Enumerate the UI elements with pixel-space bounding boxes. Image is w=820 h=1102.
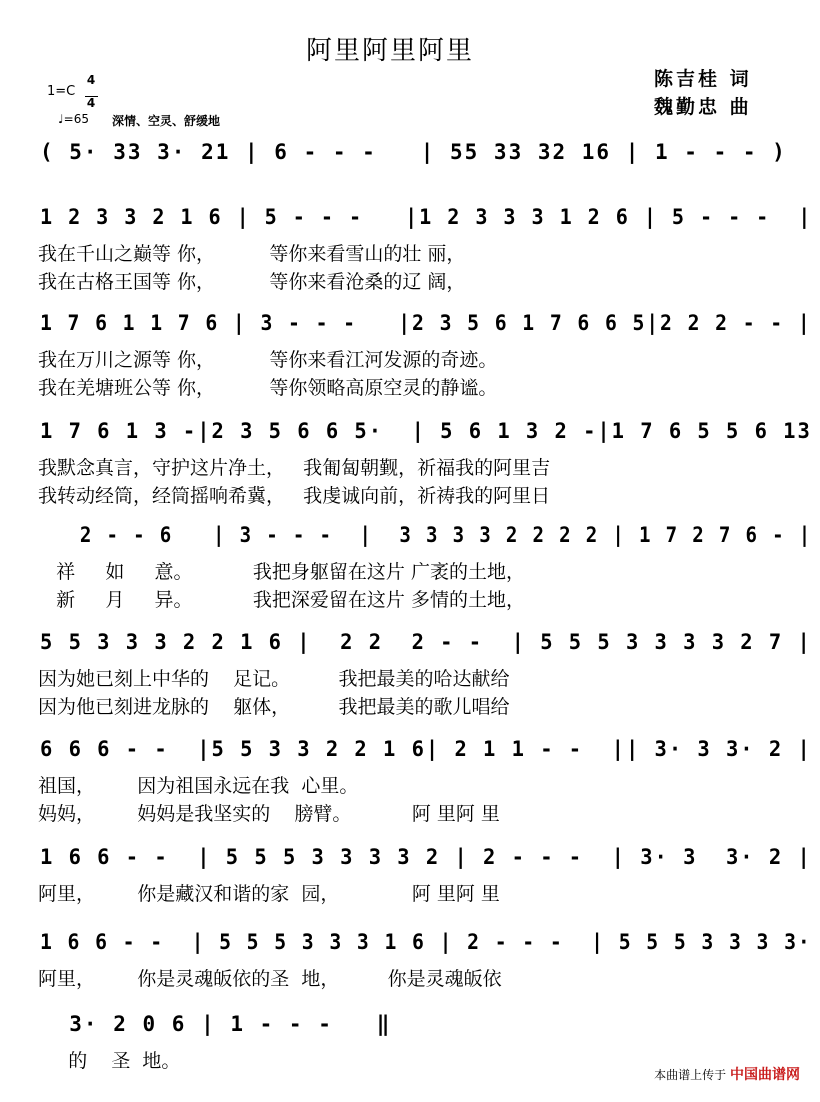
- footer-text: 本曲谱上传于: [654, 1068, 727, 1082]
- song-title: 阿里阿里阿里: [305, 36, 474, 66]
- notation-line: 1 7 6 1 3 -|2 3 5 6 6 5· | 5 6 1 3 2 -|1 7 6 5 5 6 13: [40, 419, 812, 443]
- notation-line: 2 - - 6 | 3 - - - | 3 3 3 3 2 2 2 2 | 1 7 2 7 6 - |: [40, 523, 813, 547]
- composer-credit: 魏勤忠 曲: [654, 96, 752, 118]
- footer-site: 中国曲谱网: [730, 1067, 800, 1083]
- lyric-verse-2: 妈妈， 妈妈是我坚实的 膀臂。 阿 里阿 里: [38, 803, 500, 825]
- footer: [654, 1064, 800, 1084]
- notation-line: 3· 2 0 6 | 1 - - - ‖: [40, 1012, 392, 1036]
- staff-row: [0, 419, 820, 509]
- notation-line: 1 6 6 - - | 5 5 5 3 3 3 1 6 | 2 - - - | 5 5 5 3 3 3 3·: [40, 930, 812, 954]
- notation-line: 1 7 6 1 1 7 6 | 3 - - - |2 3 5 6 1 7 6 6 5|2 2 2 - - |: [40, 311, 812, 335]
- staff-row: [0, 523, 820, 613]
- key-signature: 1=C: [47, 84, 76, 99]
- time-signature-bottom: 4: [86, 96, 96, 110]
- staff-row: [0, 1012, 820, 1102]
- notation-line: 6 6 6 - - |5 5 3 3 2 2 1 6| 2 1 1 - - || 3· 3 3· 2 |: [40, 737, 812, 761]
- lyric-verse-2: 新 月 异。 我把深爱留在这片 多情的土地，: [38, 589, 525, 611]
- lyric-verse-1: 我默念真言，守护这片净土， 我匍匐朝觐，祈福我的阿里吉: [38, 457, 551, 479]
- lyric-verse-1: 祥 如 意。 我把身躯留在这片 广袤的土地，: [38, 561, 525, 583]
- lyric-verse-1: 我在万川之源等 你， 等你来看江河发源的奇迹。: [38, 349, 498, 371]
- lyric-verse-1: 阿里， 你是灵魂皈依的圣 地， 你是灵魂皈依: [38, 968, 502, 990]
- lyric-verse-1: 祖国， 因为祖国永远在我 心里。: [38, 775, 359, 797]
- notation-line: 1 6 6 - - | 5 5 5 3 3 3 3 2 | 2 - - - | 3· 3 3· 2 |: [40, 845, 812, 869]
- notation-line: ( 5· 33 3· 21 | 6 - - - | 55 33 32 16 | 1 - - - ): [40, 140, 787, 164]
- expression-marking: 深情、空灵、舒缓地: [112, 114, 221, 128]
- tempo-marking: ♩=65: [58, 112, 89, 126]
- lyric-verse-1: 的 圣 地。: [38, 1050, 181, 1072]
- staff-row: [0, 205, 820, 295]
- time-signature-top: 4: [86, 73, 96, 87]
- lyric-verse-2: 我在古格王国等 你， 等你来看沧桑的辽 阔，: [38, 271, 466, 293]
- staff-row: [0, 930, 820, 1020]
- lyric-verse-2: 我在羌塘班公等 你， 等你领略高原空灵的静谧。: [38, 377, 498, 399]
- notation-line: 5 5 3 3 3 2 2 1 6 | 2 2 2 - - | 5 5 5 3 3 3 3 2 7 |: [40, 630, 812, 654]
- lyric-verse-1: 阿里， 你是藏汉和谐的家 园， 阿 里阿 里: [38, 883, 500, 905]
- lyric-verse-2: 我转动经筒，经筒摇响希冀， 我虔诚向前，祈祷我的阿里日: [38, 485, 551, 507]
- staff-row: [0, 311, 820, 401]
- notation-line: 1 2 3 3 2 1 6 | 5 - - - |1 2 3 3 3 1 2 6 | 5 - - - |: [40, 205, 813, 229]
- lyric-verse-1: 我在千山之巅等 你， 等你来看雪山的壮 丽，: [38, 243, 466, 265]
- staff-row: [0, 845, 820, 935]
- staff-row: [0, 630, 820, 720]
- staff-row: [0, 737, 820, 827]
- lyricist-credit: 陈吉桂 词: [654, 68, 752, 90]
- lyric-verse-1: 因为她已刻上中华的 足记。 我把最美的哈达献给: [38, 668, 510, 690]
- lyric-verse-2: 因为他已刻进龙脉的 躯体， 我把最美的歌儿唱给: [38, 696, 510, 718]
